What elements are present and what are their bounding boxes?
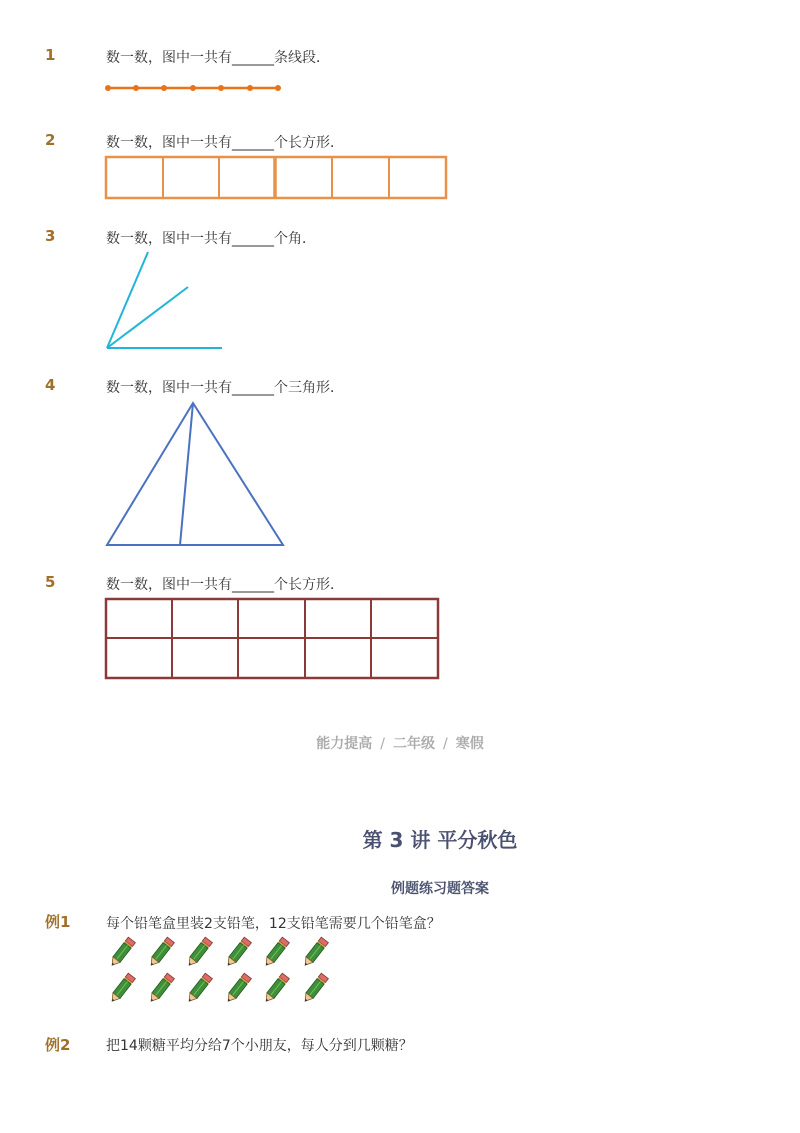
example-text-2: 把14颗糖平均分给7个小朋友，每人分到几颗糖？: [106, 1038, 413, 1054]
footer-separator: /: [443, 736, 448, 752]
rectangle-row-figure: [104, 155, 448, 201]
section-title: 例题练习题答案: [391, 881, 489, 897]
pencil-icon: [106, 971, 136, 1007]
pencil-icon: [260, 971, 290, 1007]
pencil-icon: [183, 971, 213, 1007]
question-number-3: 3: [45, 227, 56, 245]
example-label-2: 例2: [45, 1036, 71, 1054]
footer-part-2: 二年级: [393, 736, 435, 752]
angle-figure: [100, 245, 230, 355]
footer-part-1: 能力提高: [316, 736, 373, 752]
triangle-figure: [100, 396, 290, 552]
page-footer: [0, 733, 800, 753]
question-text-1: 数一数，图中一共有______条线段．: [106, 50, 330, 66]
pencil-icon: [299, 971, 329, 1007]
line-segment-figure: [100, 80, 290, 96]
question-number-1: 1: [45, 46, 56, 64]
lecture-title: 第 3 讲 平分秋色: [362, 828, 518, 852]
pencil-icon: [145, 971, 175, 1007]
question-text-4: 数一数，图中一共有______个三角形．: [106, 380, 344, 396]
question-number-4: 4: [45, 376, 56, 394]
footer-part-3: 寒假: [455, 736, 484, 752]
question-text-5: 数一数，图中一共有______个长方形．: [106, 577, 344, 593]
question-number-2: 2: [45, 131, 56, 149]
pencil-icon: [106, 935, 136, 971]
question-text-2: 数一数，图中一共有______个长方形．: [106, 135, 344, 151]
pencil-icon: [145, 935, 175, 971]
pencil-icon: [299, 935, 329, 971]
example-text-1: 每个铅笔盒里装2支铅笔，12支铅笔需要几个铅笔盒？: [106, 916, 441, 932]
footer-separator: /: [380, 736, 385, 752]
pencil-icon: [222, 935, 252, 971]
example-label-1: 例1: [45, 913, 71, 931]
pencil-icon: [222, 971, 252, 1007]
pencil-icon: [183, 935, 213, 971]
rectangle-grid-figure: [104, 597, 442, 681]
question-text-3: 数一数，图中一共有______个角．: [106, 231, 316, 247]
question-number-5: 5: [45, 573, 56, 591]
pencil-icon: [260, 935, 290, 971]
